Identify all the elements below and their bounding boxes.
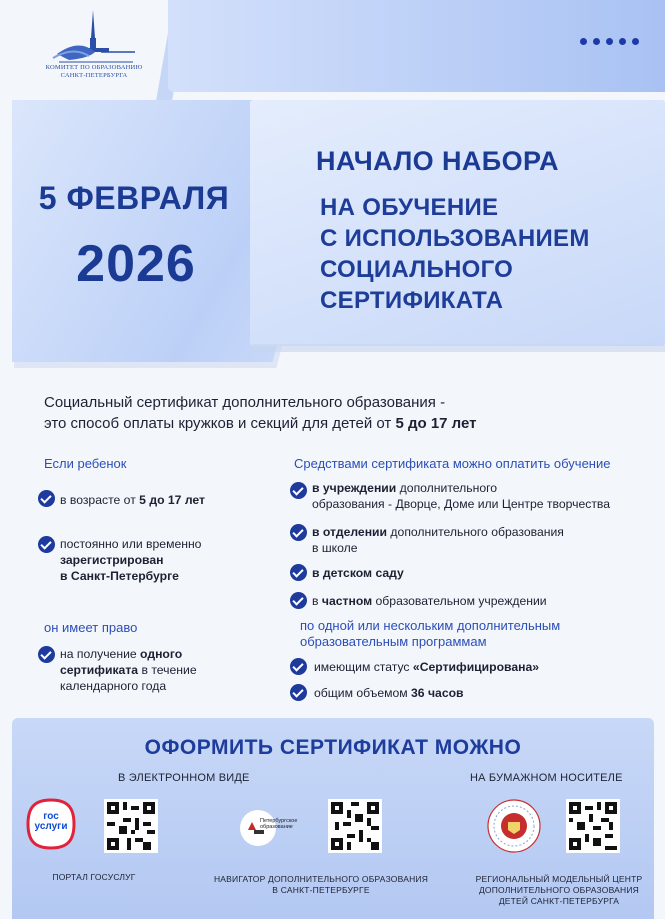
navigator-logo[interactable] [238,808,298,848]
right-item-school-line2: в школе [312,541,358,555]
gosuslugi-logo[interactable] [26,798,76,850]
intro-line1: Социальный сертификат дополнительного образования - [44,394,446,411]
caption-navigator [196,874,446,896]
check-icon [38,536,55,553]
qr-code-gosuslugi[interactable] [104,799,158,853]
date-year: 2026 [76,235,196,293]
left-item-registered-line1: постоянно или временно [60,537,202,551]
right-item-kindergarten [312,565,404,581]
left-item-right-post: в течение [138,663,197,677]
left-item-registered-bold1: зарегистрирован [60,553,164,567]
logo-line1: КОМИТЕТ ПО ОБРАЗОВАНИЮ [45,64,143,71]
right-item-kindergarten-bold: в детском саду [312,566,404,580]
committee-logo [34,8,154,94]
qr-icon [569,802,617,850]
right-item-hours-bold: 36 часов [411,686,464,700]
right-item-private-post: образовательном учреждении [372,594,547,608]
left-section-title2: он имеет право [44,620,138,635]
top-band [168,0,665,92]
right-subsection-line1: по одной или нескольким дополнительным [300,618,561,633]
right-item-hours [314,685,464,701]
intro-line2-text: это способ оплаты кружков и секций для детей от [44,415,396,432]
intro-age-range: 5 до 17 лет [395,415,477,432]
right-item-private [312,593,547,609]
right-subsection-title [300,618,560,650]
qr-code-regional-center[interactable] [566,799,620,853]
qr-icon [331,802,379,850]
headline-line5: СЕРТИФИКАТА [320,287,504,314]
right-item-private-pre: в [312,594,322,608]
headline-panel-shadow [252,344,665,352]
left-item-right-bold: одного [140,647,183,661]
intro-text [44,392,624,434]
navigator-logo-text: Петербургское образование [260,818,298,830]
check-icon [38,646,55,663]
caption-navigator-line1: НАВИГАТОР ДОПОЛНИТЕЛЬНОГО ОБРАЗОВАНИЯ [213,874,429,884]
right-item-institution-bold: в учреждении [312,481,397,495]
intro-line2 [44,413,624,434]
left-item-registered-bold2: в Санкт-Петербурге [60,569,179,583]
right-item-institution-post: дополнительного [396,481,498,495]
right-item-private-bold: частном [321,594,373,608]
right-item-status-bold: «Сертифицирована» [412,660,540,674]
regional-center-logo[interactable] [486,798,542,854]
headline-subtitle [320,192,590,316]
peter-paul-icon [49,8,139,64]
right-item-institution-line2: образования - Дворце, Доме или Центре творчества [312,497,611,511]
caption-regional-line3: ДЕТЕЙ САНКТ-ПЕТЕРБУРГА [498,896,620,906]
left-item-right-line3: календарного года [60,679,167,693]
caption-regional-line1: РЕГИОНАЛЬНЫЙ МОДЕЛЬНЫЙ ЦЕНТР [475,874,643,884]
left-item-right [60,646,197,694]
left-item-age-text: в возрасте от [60,493,140,507]
caption-gosuslugi: ПОРТАЛ ГОСУСЛУГ [52,872,136,882]
headline-line3: С ИСПОЛЬЗОВАНИЕМ [320,225,590,252]
right-item-status [314,659,539,675]
check-icon [290,482,307,499]
electronic-label: В ЭЛЕКТРОННОМ ВИДЕ [118,772,250,784]
right-item-school-post: дополнительного образования [387,525,564,539]
dots-decoration [580,38,639,45]
right-subsection-line2: образовательным программам [300,634,487,649]
caption-navigator-line2: В САНКТ-ПЕТЕРБУРГЕ [272,885,370,895]
logo-line2: САНКТ-ПЕТЕРБУРГА [60,72,128,79]
headline-line4: СОЦИАЛЬНОГО [320,256,514,283]
check-icon [290,658,307,675]
caption-regional-line2: ДОПОЛНИТЕЛЬНОГО ОБРАЗОВАНИЯ [478,885,640,895]
headline-title: НАЧАЛО НАБОРА [316,146,559,176]
left-item-age [60,492,205,508]
qr-code-navigator[interactable] [328,799,382,853]
check-icon [290,592,307,609]
right-item-institution [312,480,610,512]
left-item-registered [60,536,201,584]
check-icon [38,490,55,507]
paper-label: НА БУМАЖНОМ НОСИТЕЛЕ [470,772,623,784]
apply-title: ОФОРМИТЬ СЕРТИФИКАТ МОЖНО [144,736,522,759]
right-item-school [312,524,564,556]
right-item-school-bold: в отделении [312,525,388,539]
left-item-age-bold: 5 до 17 лет [139,493,206,507]
gosuslugi-text2: услуги [34,821,68,832]
gosuslugi-text1: гос [43,811,59,822]
left-item-right-bold2: сертификата [60,663,139,677]
check-icon [290,564,307,581]
right-item-hours-pre: общим объемом [314,686,412,700]
left-section-title: Если ребенок [44,456,127,471]
check-icon [290,524,307,541]
caption-regional-center [464,874,654,907]
headline-line2: НА ОБУЧЕНИЕ [320,194,499,221]
regional-seal-icon [486,798,542,854]
right-section-title: Средствами сертификата можно оплатить обучение [294,456,611,471]
left-item-right-text: на получение [60,647,141,661]
qr-icon [107,802,155,850]
date-day-month: 5 ФЕВРАЛЯ [38,180,230,216]
check-icon [290,684,307,701]
right-item-status-pre: имеющим статус [314,660,413,674]
